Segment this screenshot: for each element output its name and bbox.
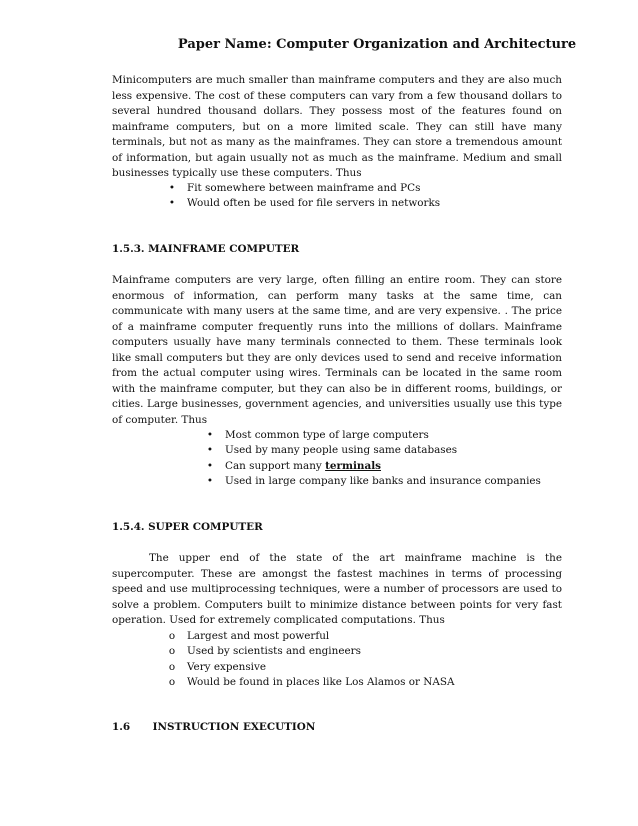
list-item xyxy=(165,660,455,675)
section-title: SUPER COMPUTER xyxy=(148,521,263,533)
list-item-text: Used by many people using same databases xyxy=(225,444,458,457)
disc-bullet-icon: • xyxy=(168,197,176,210)
circle-bullet-icon: o xyxy=(168,630,176,642)
circle-bullet-icon: o xyxy=(168,645,176,658)
list-item xyxy=(165,644,455,659)
section-heading-super xyxy=(112,521,263,533)
list-item-text: Fit somewhere between mainframe and PCs xyxy=(187,182,421,194)
minicomputer-bullet-list xyxy=(165,181,440,212)
circle-bullet-icon: o xyxy=(168,675,176,688)
list-item xyxy=(203,428,541,443)
list-item xyxy=(165,196,440,211)
section-heading-mainframe xyxy=(112,243,299,255)
list-item-text: Most common type of large computers xyxy=(225,429,429,441)
section-heading-instruction xyxy=(112,721,315,733)
list-item xyxy=(203,459,541,474)
list-item xyxy=(165,629,455,644)
list-item-text: Would be found in places like Los Alamos or NASA xyxy=(187,675,455,688)
section-title: MAINFRAME COMPUTER xyxy=(148,243,300,255)
supercomputer-paragraph: The upper end of the state of the art mainframe machine is the supercomputer. These are amongst the fastest machines in terms of processing speed and use multiprocessing techniques, were a number of processors are used to solve a problem. Computers built to minimize distance between points for very fast operation. Used for extremely complicated computations. Thus xyxy=(112,552,562,626)
list-item-text: Largest and most powerful xyxy=(187,630,330,642)
disc-bullet-icon: • xyxy=(168,182,176,194)
section-number: 1.5.4. xyxy=(112,521,145,533)
list-item-text: Would often be used for file servers in networks xyxy=(187,197,441,210)
terminals-link[interactable]: terminals xyxy=(325,459,382,472)
section-number: 1.5.3. xyxy=(112,243,145,255)
section-number: 1.6 xyxy=(112,721,131,733)
disc-bullet-icon: • xyxy=(206,459,214,472)
section-title: INSTRUCTION EXECUTION xyxy=(152,721,316,733)
page-header-title: Paper Name: Computer Organization and Architecture xyxy=(177,37,577,52)
mainframe-bullet-list xyxy=(203,428,541,489)
disc-bullet-icon: • xyxy=(206,429,214,441)
list-item xyxy=(165,181,440,196)
supercomputer-bullet-list xyxy=(165,629,455,690)
list-item xyxy=(165,675,455,690)
minicomputer-paragraph: Minicomputers are much smaller than mainframe computers and they are also much less expensive. The cost of these computers can vary from a few thousand dollars to several hundred thousand dollars. They possess most of the features found on mainframe computers, but on a more limited scale. They can still have many terminals, but not as many as the mainframes. They can store a tremendous amount of information, but again usually not as much as the mainframe. Medium and small businesses typically use these computers. Thus xyxy=(112,74,562,179)
circle-bullet-icon: o xyxy=(168,660,176,673)
list-item xyxy=(203,443,541,458)
list-item-text: Very expensive xyxy=(187,660,267,673)
disc-bullet-icon: • xyxy=(206,444,214,457)
disc-bullet-icon: • xyxy=(206,474,214,487)
list-item-text: Used by scientists and engineers xyxy=(187,645,361,658)
mainframe-paragraph: Mainframe computers are very large, often filling an entire room. They can store enormous of information, can perform many tasks at the same time, can communicate with many users at the same time, and are very expensive. . The price of a mainframe computer frequently runs into the millions of dollars. Mainframe computers usually have many terminals connected to them. These terminals look like small computers but they are only devices used to send and receive information from the actual computer using wires. Terminals can be located in the same room with the mainframe computer, but they can also be in different rooms, buildings, or cities. Large businesses, government agencies, and universities usually use this type of computer. Thus xyxy=(112,274,562,426)
list-item xyxy=(203,474,541,489)
list-item-text: Used in large company like banks and insurance companies xyxy=(225,474,541,487)
list-item-text: Can support many xyxy=(225,459,322,472)
